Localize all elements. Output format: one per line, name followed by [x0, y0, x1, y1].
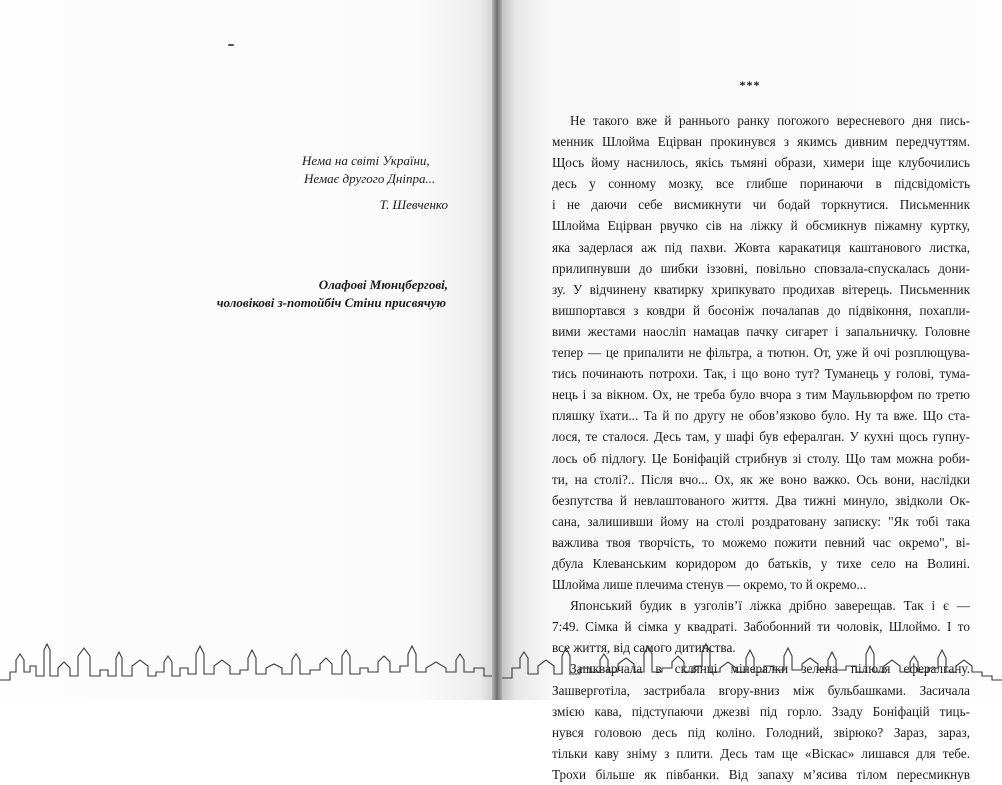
text-line: Зашкварчала в склянці мінералки зелена пілюля ефералгану. — [570, 661, 970, 677]
text-line: важлива твоя творчість, то можемо пожити певний час окремо", ві- — [552, 534, 970, 550]
text-line: Японський будик в узголів’ї ліжка дрібно заверещав. Так і є — — [570, 598, 970, 614]
text-line: Шлойма Ецірван рвучко сів на ліжку й обсмикнув піжамну куртку, — [552, 218, 970, 234]
text-line: лося, те сталося. Десь там, у шафі був ефералган. У кухні щось гупну- — [552, 429, 970, 445]
text-line: Не такого вже й раннього ранку погожого вересневого дня пись- — [570, 113, 970, 128]
epigraph-author: Т. Шевченко — [379, 197, 448, 212]
text-line: вими жестами наосліп намацав пачку сигарет і запальничку. Головне — [552, 323, 970, 339]
left-page — [0, 0, 494, 700]
dedication — [210, 276, 460, 312]
text-line: десь у сонному мозку, все глибше поринаючи в підсвідомість — [552, 176, 970, 192]
text-line: сана, залишивши йому на столі роздратовану записку: "Як тобі така — [552, 513, 970, 529]
text-line: Щось йому наснилось, якісь тьмяні образи, химери іще клубочились — [552, 155, 970, 171]
text-line: тись починають потрохи. Так, і що воно тут? Туманець у голові, тума- — [552, 366, 970, 382]
text-line: Зашверготіла, застрибала вгору-вниз між бульбашками. Засичала — [552, 682, 970, 698]
epigraph-line-2: Немає другого Дніпра... — [304, 171, 436, 186]
text-line: зу. У відчинену кватирку хрипкувато продихав вітерець. Письменник — [552, 281, 970, 297]
ink-speck — [228, 44, 234, 46]
text-line: лось об підлогу. Це Боніфацій стрибнув зі столу. Що там можна роби- — [552, 450, 970, 466]
text-line: вишпортався з ковдри й босоніж почалапав до підвіконня, похапли- — [552, 302, 970, 318]
text-line: ти, на столі?.. Після вчо... Ох, як же воно важко. Ось вони, наслідки — [552, 471, 970, 487]
text-line: менник Шлойма Ецірван прокинувся з якимсь дивним передчуттям. — [552, 134, 970, 150]
text-line: дбула Клеванським коридором до батьків, у тихе село на Волині. — [552, 555, 970, 571]
text-line: прилипнувши до шибки іззовні, повільно сповзала-спускалась дони- — [552, 260, 970, 276]
text-line: нець і за вікном. Ох, не треба було вчора з тим Маульвюрфом по третю — [552, 387, 970, 403]
text-line: 7:49. Сімка й сімка у квадраті. Забобонний ти чоловік, Шлоймо. І то — [552, 619, 970, 635]
epigraph — [250, 152, 458, 214]
text-line: безпутства й невлаштованого життя. Два тижні минуло, звідколи Ок- — [552, 492, 970, 508]
dedication-line-2: чоловікові з-потойбіч Стіни присвячую — [216, 295, 446, 310]
section-mark: *** — [739, 78, 761, 92]
text-line: яка задерлася аж під пахви. Жовта каракатиця каштанового листка, — [552, 239, 970, 255]
text-line: все життя, від самого дитинства. — [552, 640, 736, 656]
text-line: тільки каву зніму з плити. Десь там ще «Віскас» лишався для тебе. — [552, 745, 970, 761]
text-line: Трохи більше як півбанки. Від запаху м’ясива тілом пересмикнув — [552, 766, 970, 782]
epigraph-line-1: Нема на світі України, — [302, 153, 430, 168]
text-line: і не даючи себе висмикнути чи бодай торкнутися. Письменник — [552, 197, 970, 213]
book-gutter — [492, 0, 502, 700]
text-line: змією кава, підступаючи джезві під горло. Ззаду Боніфацій тиць- — [552, 703, 970, 719]
text-line: нувся головою десь під коліно. Голодний, звірюко? Зараз, зараз, — [552, 724, 970, 740]
text-line: тепер — це припалити не фільтра, а тютюн. От, уже й очі розплющува- — [552, 345, 970, 361]
city-skyline-decoration — [0, 610, 1002, 700]
text-line: пляшку їхати... Та й по другу не обов’язково було. Ну та вже. Що ста- — [552, 408, 970, 424]
dedication-line-1: Олафові Мюнцбергові, — [318, 277, 448, 292]
text-line: Шлойма лише плечима стенув — окремо, то й окремо... — [552, 577, 867, 593]
